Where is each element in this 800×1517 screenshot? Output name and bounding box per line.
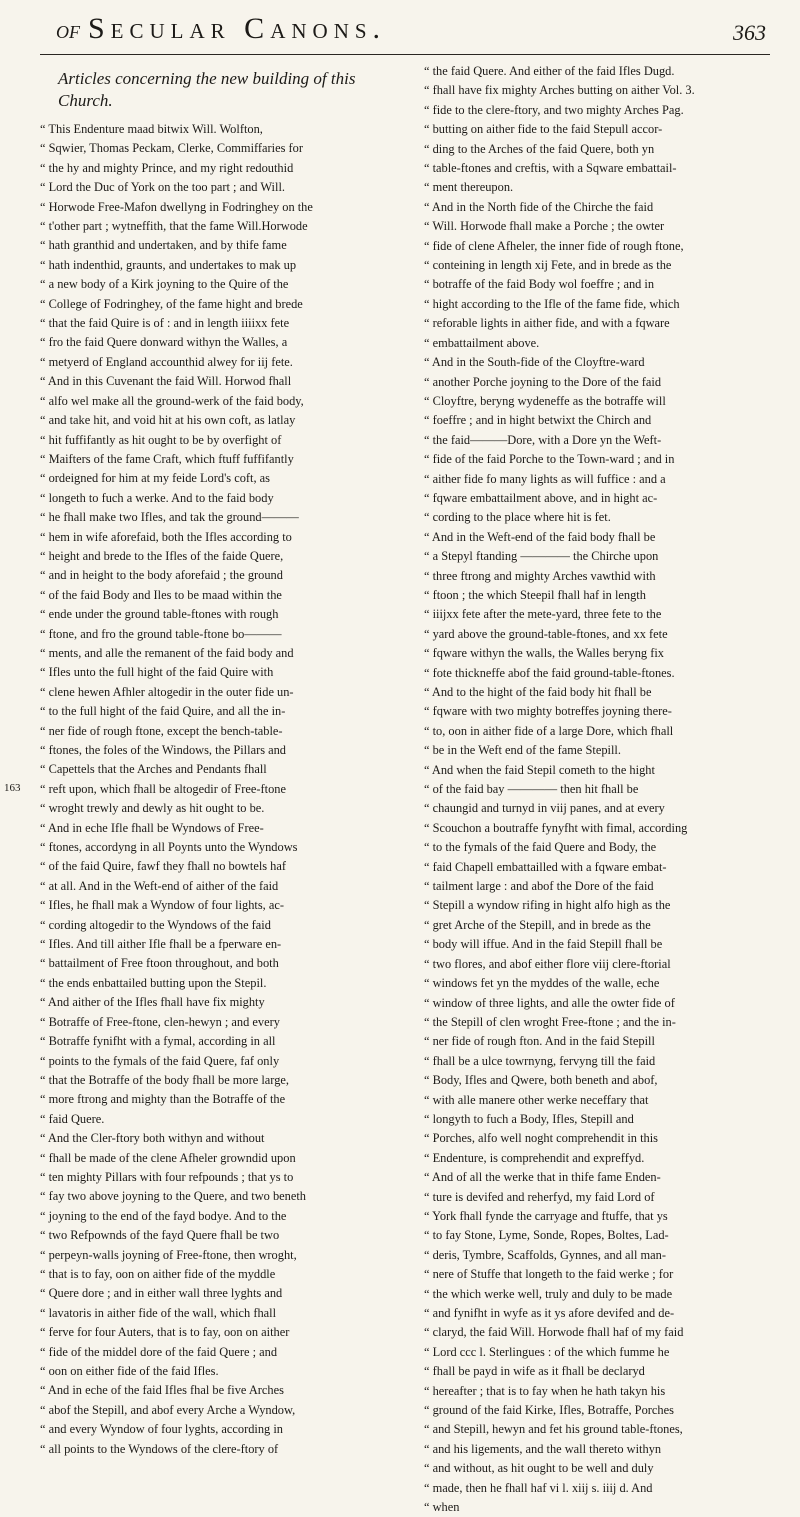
text-line: “ Ifles. And till aither Ifle fhall be a fperware en- bbox=[40, 937, 282, 952]
text-line: “ ordeigned for him at my feide Lord's coft, as bbox=[40, 471, 271, 486]
running-title bbox=[56, 12, 386, 46]
page-header bbox=[40, 8, 770, 55]
text-line: “ Maifters of the fame Craft, which ftuff fuffifantly bbox=[40, 451, 294, 466]
text-line: “ and Stepill, hewyn and fet his ground table-ftones, bbox=[424, 1422, 683, 1437]
text-line: “ the faid———Dore, with a Dore yn the Weft- bbox=[424, 432, 662, 447]
text-line: “ cording altogedir to the Wyndows of the faid bbox=[40, 917, 271, 932]
text-line: “ ende under the ground table-ftones with rough bbox=[40, 607, 279, 622]
text-line: “ that the faid Quire is of : and in length iiiixx fete bbox=[40, 316, 290, 331]
text-line: “ ner fide of rough ftone, except the bench-table- bbox=[40, 723, 283, 738]
text-line: “ And in this Cuvenant the faid Will. Horwod fhall bbox=[40, 374, 292, 389]
text-line: “ Lord ccc l. Sterlingues : of the which fumme he bbox=[424, 1344, 670, 1359]
text-line: “ fhall have fix mighty Arches butting on aither Vol. 3. bbox=[424, 83, 695, 98]
text-line: “ ture is devifed and reherfyd, my faid Lord of bbox=[424, 1189, 655, 1204]
text-line: “ faid Quere. bbox=[40, 1111, 105, 1126]
text-line: “ fote thickneffe abof the faid ground-table-ftones. bbox=[424, 665, 675, 680]
text-line: “ ten mighty Pillars with four refpounds ; that ys to bbox=[40, 1169, 294, 1184]
text-line: “ another Porche joyning to the Dore of the faid bbox=[424, 374, 662, 389]
text-line: “ all points to the Wyndows of the clere-ftory of bbox=[40, 1441, 279, 1456]
text-line: “ fqware embattailment above, and in hight ac- bbox=[424, 490, 658, 505]
text-line: “ deris, Tymbre, Scaffolds, Gynnes, and all man- bbox=[424, 1247, 666, 1262]
text-line: “ College of Fodringhey, of the fame hight and brede bbox=[40, 296, 303, 311]
text-line: “ fqware withyn the walls, the Walles beryng fix bbox=[424, 646, 664, 661]
text-line: “ fide of clene Afheler, the inner fide of rough ftone, bbox=[424, 238, 684, 253]
text-line: “ and in height to the body aforefaid ; the ground bbox=[40, 568, 283, 583]
text-line: “ the hy and mighty Prince, and my right redouthid bbox=[40, 160, 294, 175]
text-line: “ and his ligements, and the wall thereto withyn bbox=[424, 1441, 662, 1456]
text-line: “ faid Chapell embattailled with a fqware embat- bbox=[424, 859, 667, 874]
text-line: “ wroght trewly and dewly as hit ought to be. bbox=[40, 801, 265, 816]
text-line: “ Horwode Free-Mafon dwellyng in Fodringhey on the bbox=[40, 199, 313, 214]
text-line: “ Ifles unto the full hight of the faid Quire with bbox=[40, 665, 274, 680]
text-line: “ clene hewen Afhler altogedir in the outer fide un- bbox=[40, 684, 294, 699]
text-line: “ two flores, and abof either flore viij clere-ftorial bbox=[424, 956, 671, 971]
text-line: “ perpeyn-walls joyning of Free-ftone, then wroght, bbox=[40, 1247, 297, 1262]
text-line: “ And the Cler-ftory both withyn and without bbox=[40, 1131, 265, 1146]
text-line: “ that the Botraffe of the body fhall be more large, bbox=[40, 1072, 289, 1087]
text-line: “ hath indenthid, graunts, and undertakes to mak up bbox=[40, 257, 297, 272]
text-line: “ Endenture, is comprehendit and expreffyd. bbox=[424, 1150, 645, 1165]
text-line: “ Will. Horwode fhall make a Porche ; the owter bbox=[424, 219, 665, 234]
text-line: “ Sqwier, Thomas Peckam, Clerke, Commiffaries for bbox=[40, 141, 303, 156]
text-line: “ to the fymals of the faid Quere and Body, the bbox=[424, 840, 657, 855]
text-line: “ battailment of Free ftoon throughout, and both bbox=[40, 956, 279, 971]
text-line: “ the faid Quere. And either of the faid Ifles Dugd. bbox=[424, 64, 675, 78]
running-title-of: of bbox=[56, 15, 80, 44]
text-line: “ longyth to fuch a Body, Ifles, Stepill and bbox=[424, 1111, 634, 1126]
text-line: “ made, then he fhall haf vi l. xiij s. iiij d. And bbox=[424, 1480, 653, 1495]
text-line: “ be in the Weft end of the fame Stepill. bbox=[424, 743, 621, 758]
text-line: “ a new body of a Kirk joyning to the Quire of the bbox=[40, 277, 289, 292]
text-line: “ abof the Stepill, and abof every Arche a Wyndow, bbox=[40, 1402, 296, 1417]
text-line: “ Porches, alfo well noght comprehendit in this bbox=[424, 1131, 658, 1146]
text-line: “ with alle manere other werke neceffary that bbox=[424, 1092, 649, 1107]
text-line: “ at all. And in the Weft-end of aither of the faid bbox=[40, 878, 279, 893]
text-line: “ Ifles, he fhall mak a Wyndow of four lights, ac- bbox=[40, 898, 285, 913]
text-line: “ ment thereupon. bbox=[424, 180, 514, 195]
text-line: “ Cloyftre, beryng wydeneffe as the botraffe will bbox=[424, 393, 666, 408]
text-line: “ when bbox=[424, 1500, 460, 1515]
text-line: “ of the faid bay ———— then hit fhall be bbox=[424, 782, 639, 797]
text-line: “ foeffre ; and in hight betwixt the Chirch and bbox=[424, 413, 652, 428]
text-line: “ table-ftones and creftis, with a Sqware embattail- bbox=[424, 161, 677, 176]
running-title-text: Secular Canons. bbox=[88, 12, 387, 45]
text-line: “ cording to the place where hit is fet. bbox=[424, 510, 611, 525]
text-line: “ botraffe of the faid Body wol foeffre ; and in bbox=[424, 277, 655, 292]
text-line: “ nere of Stuffe that longeth to the faid werke ; for bbox=[424, 1267, 674, 1282]
text-line: “ Stepill a wyndow rifing in hight alfo high as the bbox=[424, 898, 671, 913]
text-line: “ the Stepill of clen wroght Free-ftone ; and the in- bbox=[424, 1014, 676, 1029]
text-line: “ claryd, the faid Will. Horwode fhall haf of my faid bbox=[424, 1325, 684, 1340]
text-line: “ ground of the faid Kirke, Ifles, Botraffe, Porches bbox=[424, 1403, 674, 1418]
text-line: “ metyerd of England accounthid alwey for iij fete. bbox=[40, 354, 293, 369]
text-line: “ of the faid Body and Iles to be maad within the bbox=[40, 587, 282, 602]
text-line: “ conteining in length xij Fete, and in brede as the bbox=[424, 258, 672, 273]
text-line: “ and fynifht in wyfe as it ys afore devifed and de- bbox=[424, 1306, 675, 1320]
text-line: “ This Endenture maad bitwix Will. Wolfton, bbox=[40, 122, 263, 136]
text-line: “ tailment large : and abof the Dore of the faid bbox=[424, 879, 654, 894]
text-line: “ ftone, and fro the ground table-ftone bo——— bbox=[40, 626, 282, 641]
text-line: “ window of three lights, and alle the owter fide of bbox=[424, 995, 675, 1010]
text-line: “ more ftrong and mighty than the Botraffe of the bbox=[40, 1092, 286, 1107]
text-line: “ And in eche of the faid Ifles fhal be five Arches bbox=[40, 1383, 284, 1398]
text-line: “ fay two above joyning to the Quere, and two beneth bbox=[40, 1189, 306, 1204]
text-line: “ joyning to the end of the fayd bodye. And to the bbox=[40, 1208, 287, 1223]
text-line: “ t'other part ; wytneffith, that the fame Will.Horwode bbox=[40, 219, 308, 234]
text-line: “ and without, as hit ought to be well and duly bbox=[424, 1461, 654, 1476]
text-line: “ ftoon ; the which Steepil fhall haf in length bbox=[424, 587, 646, 602]
text-line: “ chaungid and turnyd in viij panes, and at every bbox=[424, 801, 665, 816]
right-column-lines bbox=[424, 62, 780, 1517]
text-line: “ And in eche Ifle fhall be Wyndows of Free- bbox=[40, 820, 264, 835]
text-line: “ that is to fay, oon on aither fide of the myddle bbox=[40, 1266, 276, 1281]
text-line: “ aither fide fo many lights as will fuffice : and a bbox=[424, 471, 666, 486]
text-line: “ Botraffe of Free-ftone, clen-hewyn ; and every bbox=[40, 1014, 280, 1029]
text-line: “ ferve for four Auters, that is to fay, oon on aither bbox=[40, 1325, 290, 1340]
text-line: “ ments, and alle the remanent of the faid body and bbox=[40, 645, 294, 660]
text-line: “ butting on aither fide to the faid Stepull accor- bbox=[424, 122, 663, 137]
text-line: “ three ftrong and mighty Arches vawthid with bbox=[424, 568, 656, 583]
text-line: “ the ends enbattailed butting upon the Stepil. bbox=[40, 975, 267, 990]
text-line: “ body will iffue. And in the faid Stepill fhall be bbox=[424, 937, 663, 952]
text-line: “ to the full hight of the faid Quire, and all the in- bbox=[40, 704, 286, 719]
text-line: “ ftones, accordyng in all Poynts unto the Wyndows bbox=[40, 840, 298, 855]
section-heading: Articles concerning the new building of this Church. bbox=[58, 69, 356, 110]
left-column bbox=[40, 62, 414, 1459]
text-line: “ And when the faid Stepil cometh to the hight bbox=[424, 762, 655, 777]
text-line: “ York fhall fynde the carryage and ftuffe, that ys bbox=[424, 1208, 668, 1223]
text-line: “ fro the faid Quere donward withyn the Walles, a bbox=[40, 335, 288, 350]
text-line: “ height and brede to the Ifles of the faide Quere, bbox=[40, 548, 284, 563]
right-column bbox=[424, 62, 780, 1517]
text-line: “ hem in wife aforefaid, both the Ifles according to bbox=[40, 529, 292, 544]
text-line: “ fide of the faid Porche to the Town-ward ; and in bbox=[424, 452, 675, 467]
text-line: “ hit fuffifantly as hit ought to be by overfight of bbox=[40, 432, 282, 447]
gutter-page-mark: 163 bbox=[4, 782, 21, 794]
text-line: “ longeth to fuch a werke. And to the faid body bbox=[40, 490, 274, 505]
text-line: “ And to the hight of the faid body hit fhall be bbox=[424, 685, 652, 699]
text-line: “ alfo wel make all the ground-werk of the faid body, bbox=[40, 393, 304, 408]
text-line: “ and every Wyndow of four lyghts, according in bbox=[40, 1422, 283, 1437]
text-line: “ iiijxx fete after the mete-yard, three fete to the bbox=[424, 607, 662, 622]
text-line: “ hath granthid and undertaken, and by thife fame bbox=[40, 238, 287, 253]
text-line: “ fide of the middel dore of the faid Quere ; and bbox=[40, 1344, 278, 1359]
text-line: “ reforable lights in aither fide, and with a fqware bbox=[424, 316, 670, 331]
text-line: “ Quere dore ; and in either wall three lyghts and bbox=[40, 1286, 283, 1301]
text-line: “ fhall be made of the clene Afheler growndid upon bbox=[40, 1150, 296, 1165]
text-line: “ gret Arche of the Stepill, and in brede as the bbox=[424, 917, 651, 932]
text-line: “ And in the Weft-end of the faid body fhall be bbox=[424, 529, 656, 544]
left-column-lines bbox=[40, 120, 414, 1459]
text-line: “ Botraffe fynifht with a fymal, according in all bbox=[40, 1034, 276, 1049]
text-line: “ reft upon, which fhall be altogedir of Free-ftone bbox=[40, 781, 286, 796]
text-line: “ fhall be payd in wife as it fhall be declaryd bbox=[424, 1364, 645, 1379]
text-line: “ fhall be a ulce towrnyng, fervyng till the faid bbox=[424, 1053, 656, 1068]
text-line: “ embattailment above. bbox=[424, 335, 540, 350]
text-line: “ hight according to the Ifle of the fame fide, which bbox=[424, 296, 680, 311]
text-line: “ a Stepyl ftanding ———— the Chirche upon bbox=[424, 549, 659, 564]
text-line: “ And in the North fide of the Chirche the faid bbox=[424, 199, 654, 214]
text-line: “ And aither of the Ifles fhall have fix mighty bbox=[40, 995, 265, 1010]
text-line: “ windows fet yn the myddes of the walle, eche bbox=[424, 976, 660, 991]
text-line: “ oon on either fide of the faid Ifles. bbox=[40, 1364, 219, 1378]
text-line: “ ding to the Arches of the faid Quere, both yn bbox=[424, 141, 655, 156]
text-line: “ yard above the ground-table-ftones, and xx fete bbox=[424, 626, 668, 641]
text-line: “ fide to the clere-ftory, and two mighty Arches Pag. bbox=[424, 102, 684, 117]
text-line: “ and take hit, and void hit at his own coft, as latlay bbox=[40, 413, 296, 428]
text-line: “ two Refpownds of the fayd Quere fhall be two bbox=[40, 1228, 280, 1243]
text-line: “ points to the fymals of the faid Quere, faf only bbox=[40, 1053, 280, 1068]
text-line: “ Capettels that the Arches and Pendants fhall bbox=[40, 762, 267, 777]
text-line: “ ftones, the foles of the Windows, the Pillars and bbox=[40, 743, 287, 757]
text-line: “ he fhall make two Ifles, and tak the ground——— bbox=[40, 510, 299, 525]
text-line: “ of the faid Quire, fawf they fhall no bowtels haf bbox=[40, 859, 287, 874]
text-line: “ the which werke well, truly and duly to be made bbox=[424, 1286, 673, 1301]
text-line: “ ner fide of rough fton. And in the faid Stepill bbox=[424, 1034, 655, 1049]
text-line: “ Scouchon a boutraffe fynyfht with fimal, according bbox=[424, 820, 688, 835]
text-line: “ lavatoris in aither fide of the wall, which fhall bbox=[40, 1305, 277, 1320]
text-line: “ to fay Stone, Lyme, Sonde, Ropes, Boltes, Lad- bbox=[424, 1228, 669, 1243]
text-line: “ And of all the werke that in thife fame Enden- bbox=[424, 1170, 661, 1185]
text-line: “ And in the South-fide of the Cloyftre-ward bbox=[424, 355, 645, 370]
text-line: “ fqware with two mighty botreffes joyning there- bbox=[424, 704, 672, 719]
page-number: 363 bbox=[733, 20, 766, 45]
text-line: “ Body, Ifles and Qwere, both beneth and abof, bbox=[424, 1073, 658, 1088]
text-line: “ hereafter ; that is to fay when he hath takyn his bbox=[424, 1383, 666, 1398]
text-line: “ to, oon in aither fide of a large Dore, which fhall bbox=[424, 723, 674, 738]
text-line: “ Lord the Duc of York on the too part ; and Will. bbox=[40, 180, 285, 195]
